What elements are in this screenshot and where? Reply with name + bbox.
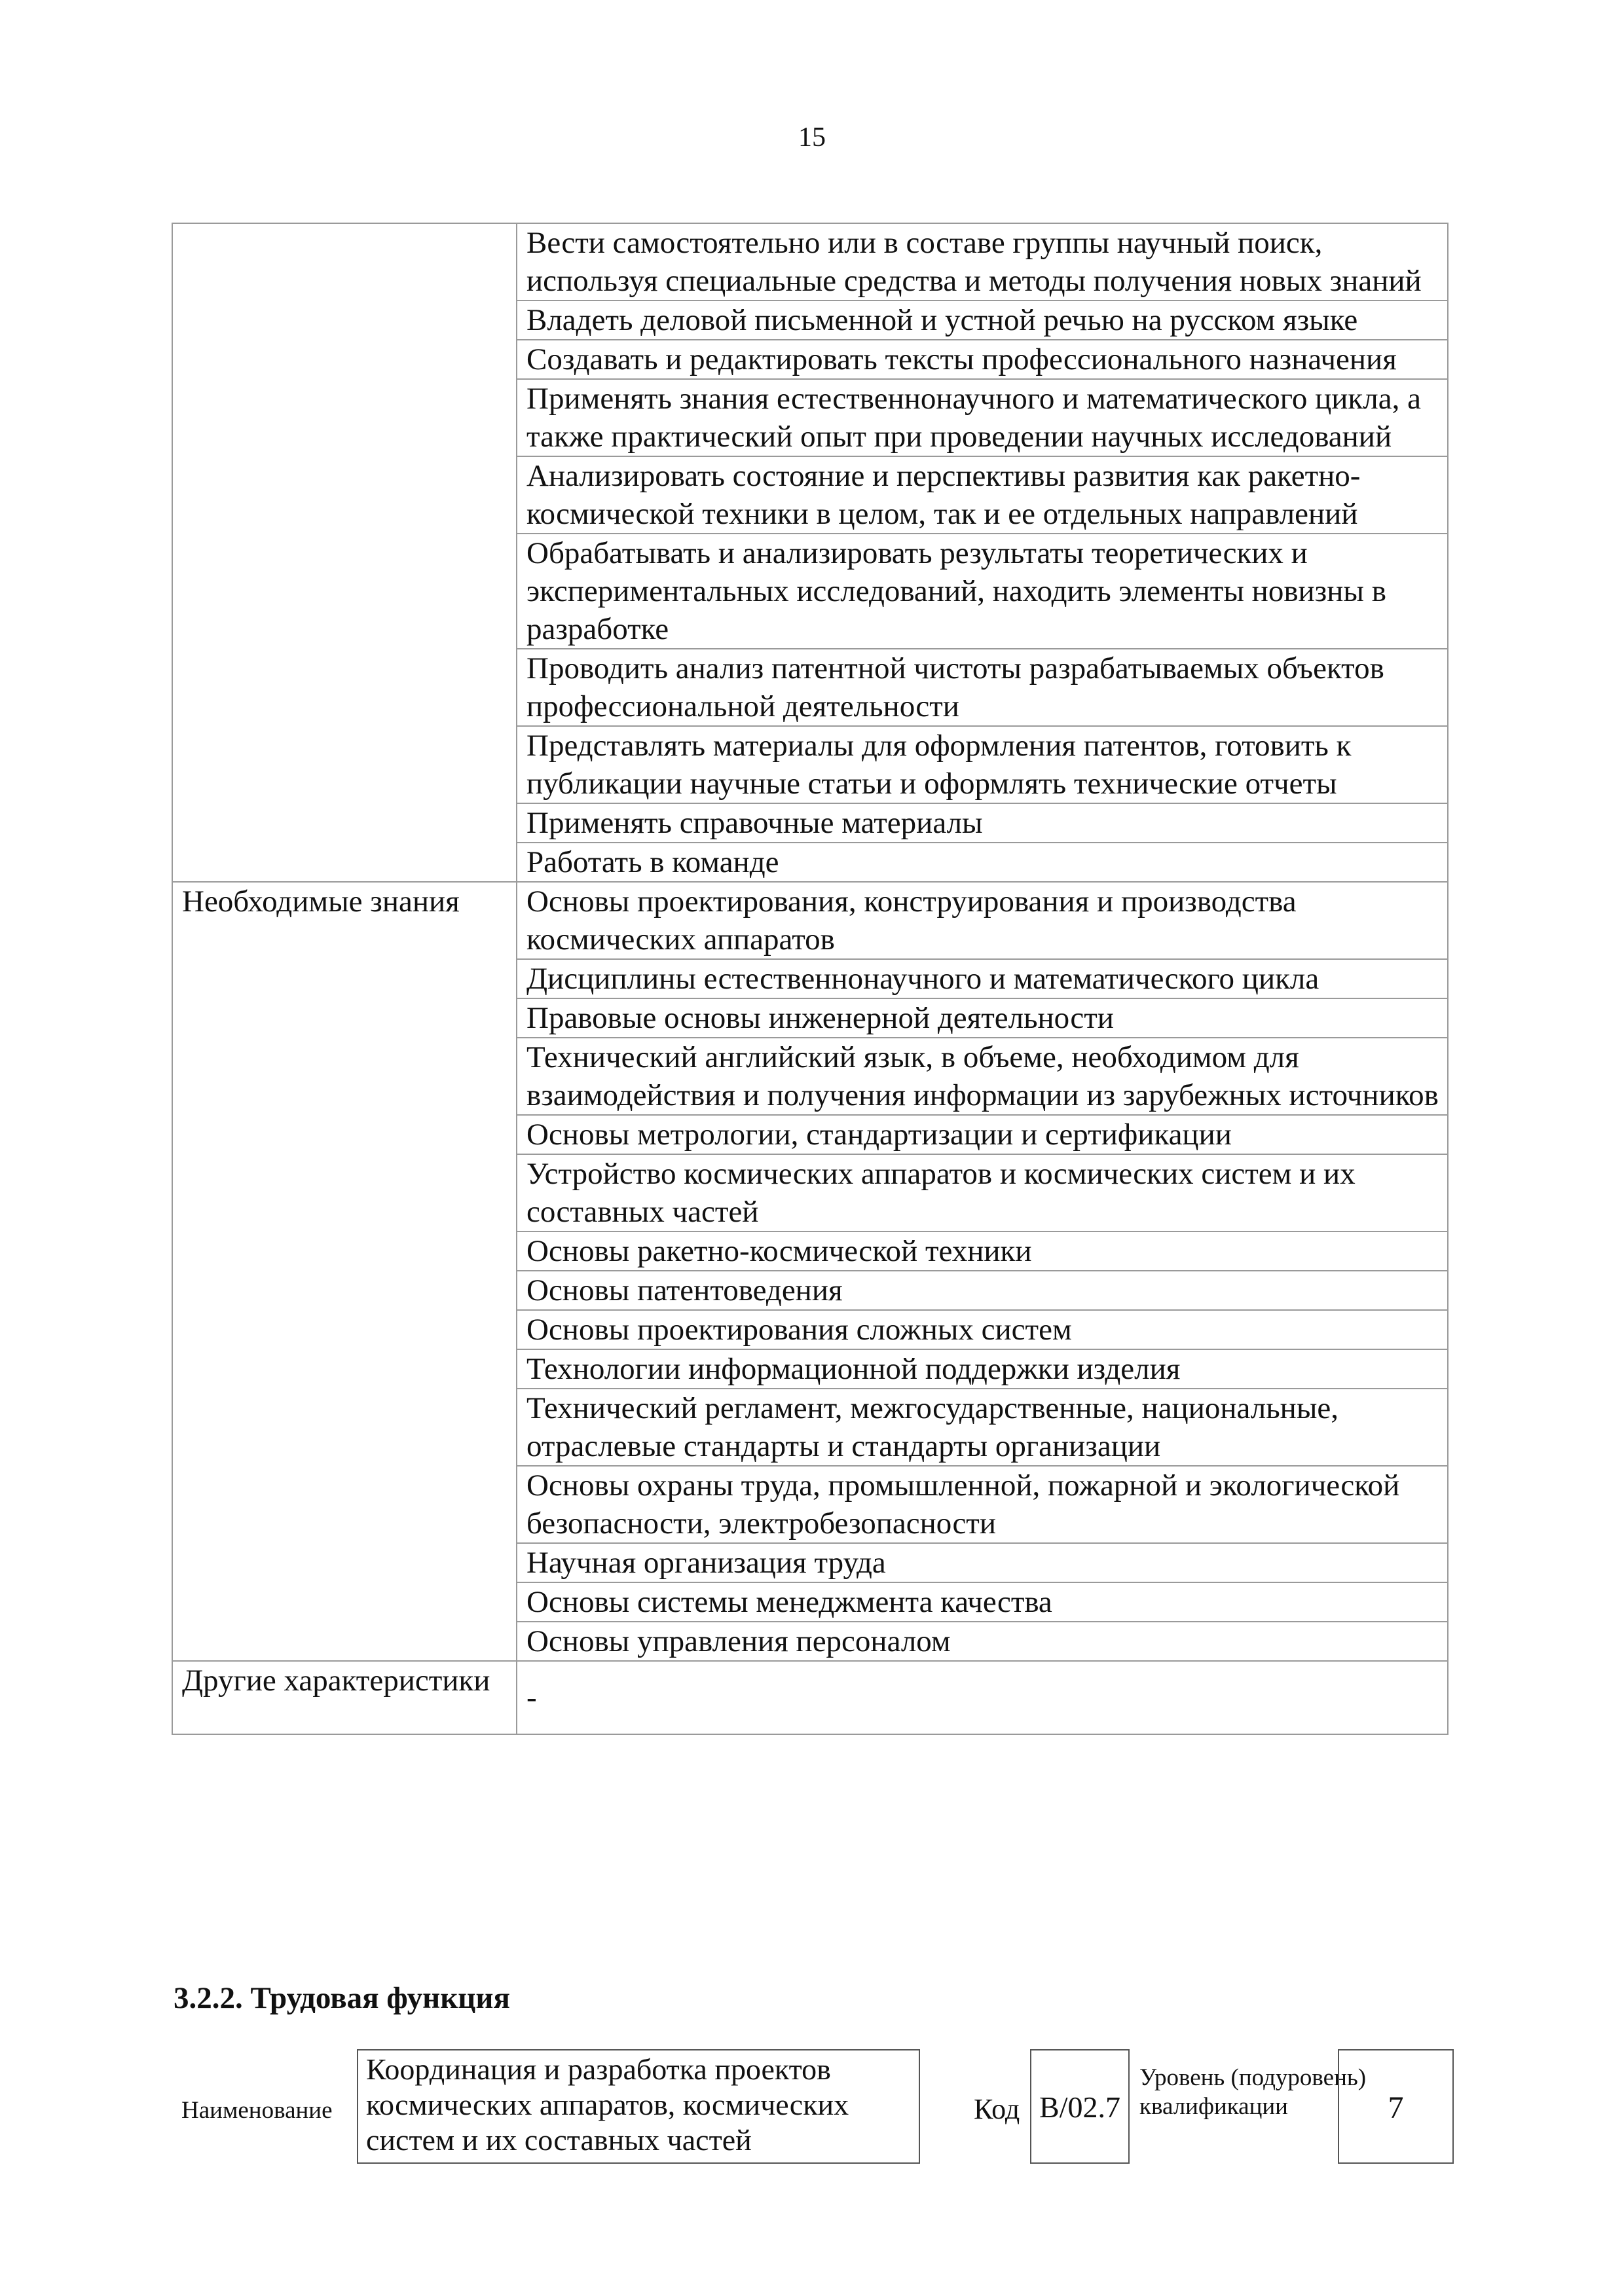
- skill-item: Обрабатывать и анализировать результаты теоретических и экспериментальных исследований, находить элементы новизны в разработке: [517, 534, 1448, 649]
- knowledge-item: Научная организация труда: [517, 1543, 1448, 1582]
- knowledge-item: Основы системы менеджмента качества: [517, 1582, 1448, 1622]
- knowledge-item: Основы метрологии, стандартизации и сертификации: [517, 1115, 1448, 1154]
- skill-item: Работать в команде: [517, 843, 1448, 882]
- skill-item: Анализировать состояние и перспективы развития как ракетно-космической техники в целом, так и ее отдельных направлений: [517, 456, 1448, 534]
- knowledge-item: Технический английский язык, в объеме, необходимом для взаимодействия и получения информации из зарубежных источников: [517, 1038, 1448, 1115]
- skill-row: [172, 223, 1448, 301]
- knowledge-item: Основы проектирования, конструирования и производства космических аппаратов: [517, 882, 1448, 959]
- knowledge-item: Устройство космических аппаратов и космических систем и их составных частей: [517, 1154, 1448, 1231]
- competency-table: [172, 223, 1449, 1735]
- knowledge-item: Основы охраны труда, промышленной, пожарной и экологической безопасности, электробезопасности: [517, 1466, 1448, 1543]
- other-label: Другие характеристики: [172, 1661, 517, 1734]
- page-number: 15: [798, 122, 826, 153]
- name-value: Координация и разработка проектов космических аппаратов, космических систем и их составных частей: [357, 2049, 920, 2164]
- skill-item: Вести самостоятельно или в составе группы научный поиск, используя специальные средства и методы получения новых знаний: [517, 223, 1448, 301]
- level-value: 7: [1338, 2049, 1454, 2164]
- code-value: B/02.7: [1030, 2049, 1130, 2164]
- skill-item: Представлять материалы для оформления патентов, готовить к публикации научные статьи и оформлять технические отчеты: [517, 726, 1448, 803]
- skill-item: Владеть деловой письменной и устной речью на русском языке: [517, 301, 1448, 340]
- name-label: Наименование: [181, 2097, 333, 2124]
- skill-item: Применять знания естественнонаучного и математического цикла, а также практический опыт при проведении научных исследований: [517, 379, 1448, 456]
- knowledge-item: Правовые основы инженерной деятельности: [517, 998, 1448, 1038]
- knowledge-row: [172, 882, 1448, 959]
- knowledge-item: Основы управления персоналом: [517, 1622, 1448, 1661]
- skill-item: Применять справочные материалы: [517, 803, 1448, 843]
- skill-item: Проводить анализ патентной чистоты разрабатываемых объектов профессиональной деятельности: [517, 649, 1448, 726]
- other-value: -: [517, 1661, 1448, 1734]
- knowledge-item: Основы патентоведения: [517, 1271, 1448, 1310]
- knowledge-item: Основы ракетно-космической техники: [517, 1231, 1448, 1271]
- knowledge-item: Основы проектирования сложных систем: [517, 1310, 1448, 1349]
- knowledge-label: Необходимые знания: [172, 882, 517, 1661]
- knowledge-item: Дисциплины естественнонаучного и математического цикла: [517, 959, 1448, 998]
- skills-label-cell: [172, 223, 517, 882]
- level-label: Уровень (подуровень) квалификации: [1139, 2064, 1367, 2120]
- knowledge-item: Технический регламент, межгосударственные, национальные, отраслевые стандарты и стандарты организации: [517, 1389, 1448, 1466]
- code-label: Код: [974, 2093, 1020, 2125]
- skill-item: Создавать и редактировать тексты профессионального назначения: [517, 340, 1448, 379]
- section-title: 3.2.2. Трудовая функция: [174, 1981, 510, 2015]
- labor-function-row: [174, 2049, 1454, 2170]
- other-row: [172, 1661, 1448, 1734]
- knowledge-item: Технологии информационной поддержки изделия: [517, 1349, 1448, 1389]
